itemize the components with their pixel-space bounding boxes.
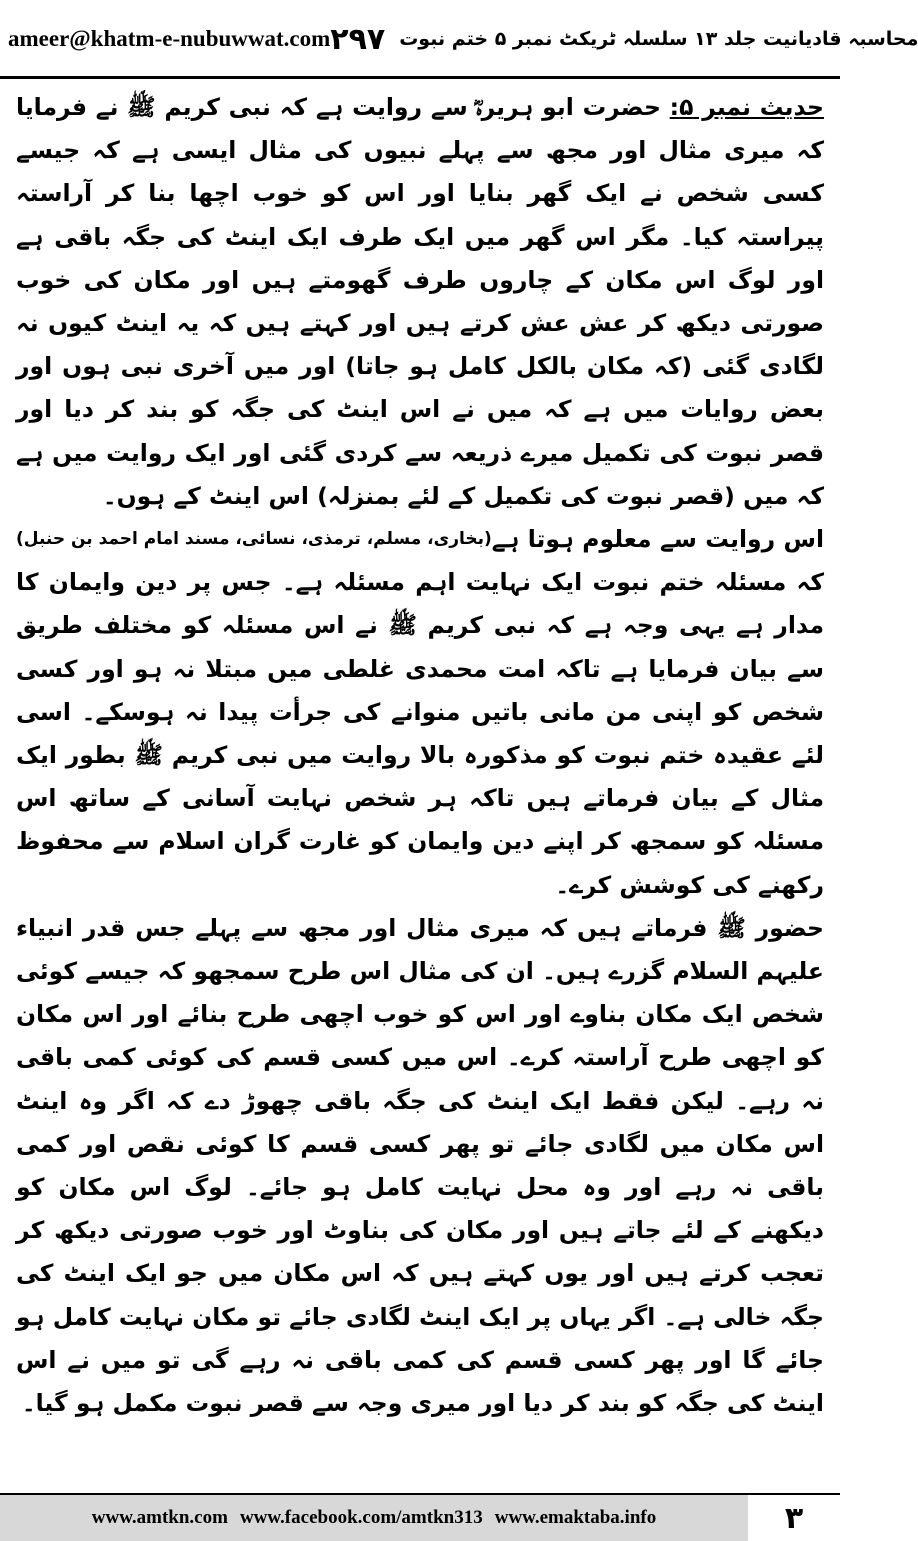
footer-link-facebook[interactable]: www.facebook.com/amtkn313 xyxy=(239,1507,483,1528)
page-footer xyxy=(0,1494,840,1540)
page-content xyxy=(16,86,824,1425)
footer-links xyxy=(0,1493,748,1541)
footer-page-number: ۳ xyxy=(748,1493,840,1541)
header-right xyxy=(330,22,918,57)
header-page-number: ۲۹۷ xyxy=(330,21,386,57)
footer-link-emaktaba[interactable]: www.emaktaba.info xyxy=(494,1507,657,1528)
hadith-heading: حدیث نمبر ۵: xyxy=(669,93,824,121)
paragraph-hadith xyxy=(16,86,824,550)
page-header xyxy=(8,6,918,72)
hadith-text: حضرت ابو ہریرہؓ سے روایت ہے کہ نبی کریم ﷺ نے فرمایا کہ میری مثال اور مجھ سے پہلے نبیوں کی مثال ایسی ہے کہ جیسے کسی شخص نے ایک گھر بنایا اور اس کو خوب اچھا بنا کر آراستہ پیراستہ کیا۔ مگر اس گھر میں ایک طرف ایک اینٹ کی جگہ باقی ہے اور لوگ اس مکان کے چاروں طرف گھومتے ہیں اور مکان کی خوب صورتی دیکھ کر عش عش کرتے ہیں اور کہتے ہیں کہ یہ اینٹ کیوں نہ لگادی گئی (کہ مکان بالکل کامل ہو جاتا) اور میں آخری نبی ہوں اور بعض روایات میں ہے کہ میں نے اس اینٹ کی جگہ کو بند کر دیا اور قصر نبوت کی تکمیل میرے ذریعہ سے کردی گئی اور ایک روایت میں ہے کہ میں (قصر نبوت کی تکمیل کے لئے بمنزلہ) اس اینٹ کے ہوں۔ xyxy=(16,93,824,510)
header-divider xyxy=(0,76,840,79)
running-title: محاسبہ قادیانیت جلد ۱۳ سلسلہ ٹریکٹ نمبر ۵ ختم نبوت xyxy=(399,28,918,50)
footer-link-amtkn[interactable]: www.amtkn.com xyxy=(91,1507,228,1528)
paragraph-parable: حضور ﷺ فرماتے ہیں کہ میری مثال اور مجھ سے پہلے جس قدر انبیاء علیہم السلام گزرے ہیں۔ ان کی مثال اس طرح سمجھو کہ جیسے کوئی شخص ایک مکان بناوے اور اس کو خوب اچھی طرح بنائے اور اس مکان کو اچھی طرح آراستہ کرے۔ اس میں کسی قسم کی کوئی کمی باقی نہ رہے۔ لیکن فقط ایک اینٹ کی جگہ باقی چھوڑ دے کہ اگر وہ اینٹ اس مکان میں لگادی جائے تو پھر کسی قسم کا کوئی نقص اور کمی باقی نہ رہے اور وہ محل نہایت کامل ہو جائے۔ لوگ اس مکان کو دیکھنے کے لئے جاتے ہیں اور مکان کی بناوٹ اور خوب صورتی دیکھ کر تعجب کرتے ہیں اور یوں کہتے ہیں کہ اس مکان میں جو ایک اینٹ کی جگہ خالی ہے۔ اگر یہاں پر ایک اینٹ لگادی جائے تو مکان نہایت کامل ہو جائے گا اور پھر کسی قسم کی کمی باقی نہ رہے گی تو میں نے اس اینٹ کی جگہ کو بند کر دیا اور میری وجہ سے قصر نبوت مکمل ہو گیا۔ xyxy=(16,913,824,1418)
header-email[interactable]: ameer@khatm-e-nubuwwat.com xyxy=(8,26,331,51)
paragraph-explanation: اس روایت سے معلوم ہوتا ہے کہ مسئلہ ختم نبوت ایک نہایت اہم مسئلہ ہے۔ جس پر دین وایمان کا مدار ہے یہی وجہ ہے کہ نبی کریم ﷺ نے اس مسئلہ کو مختلف طریق سے بیان فرمایا ہے تاکہ امت محمدی غلطی میں مبتلا نہ ہو اور کسی شخص کو اپنی من مانی باتیں منوانے کی جرأت پیدا نہ ہوسکے۔ اسی لئے عقیدہ ختم نبوت کو مذکورہ بالا روایت میں نبی کریم ﷺ بطور ایک مثال کے بیان فرماتے ہیں تاکہ ہر شخص نہایت آسانی کے ساتھ اس مسئلہ کو سمجھ کر اپنے دین وایمان کو غارت گران اسلام سے محفوظ رکھنے کی کوشش کرے۔ xyxy=(16,525,824,899)
hadith-citation: (بخاری، مسلم، ترمذی، نسائی، مسند امام احمد بن حنبل) xyxy=(16,529,492,550)
